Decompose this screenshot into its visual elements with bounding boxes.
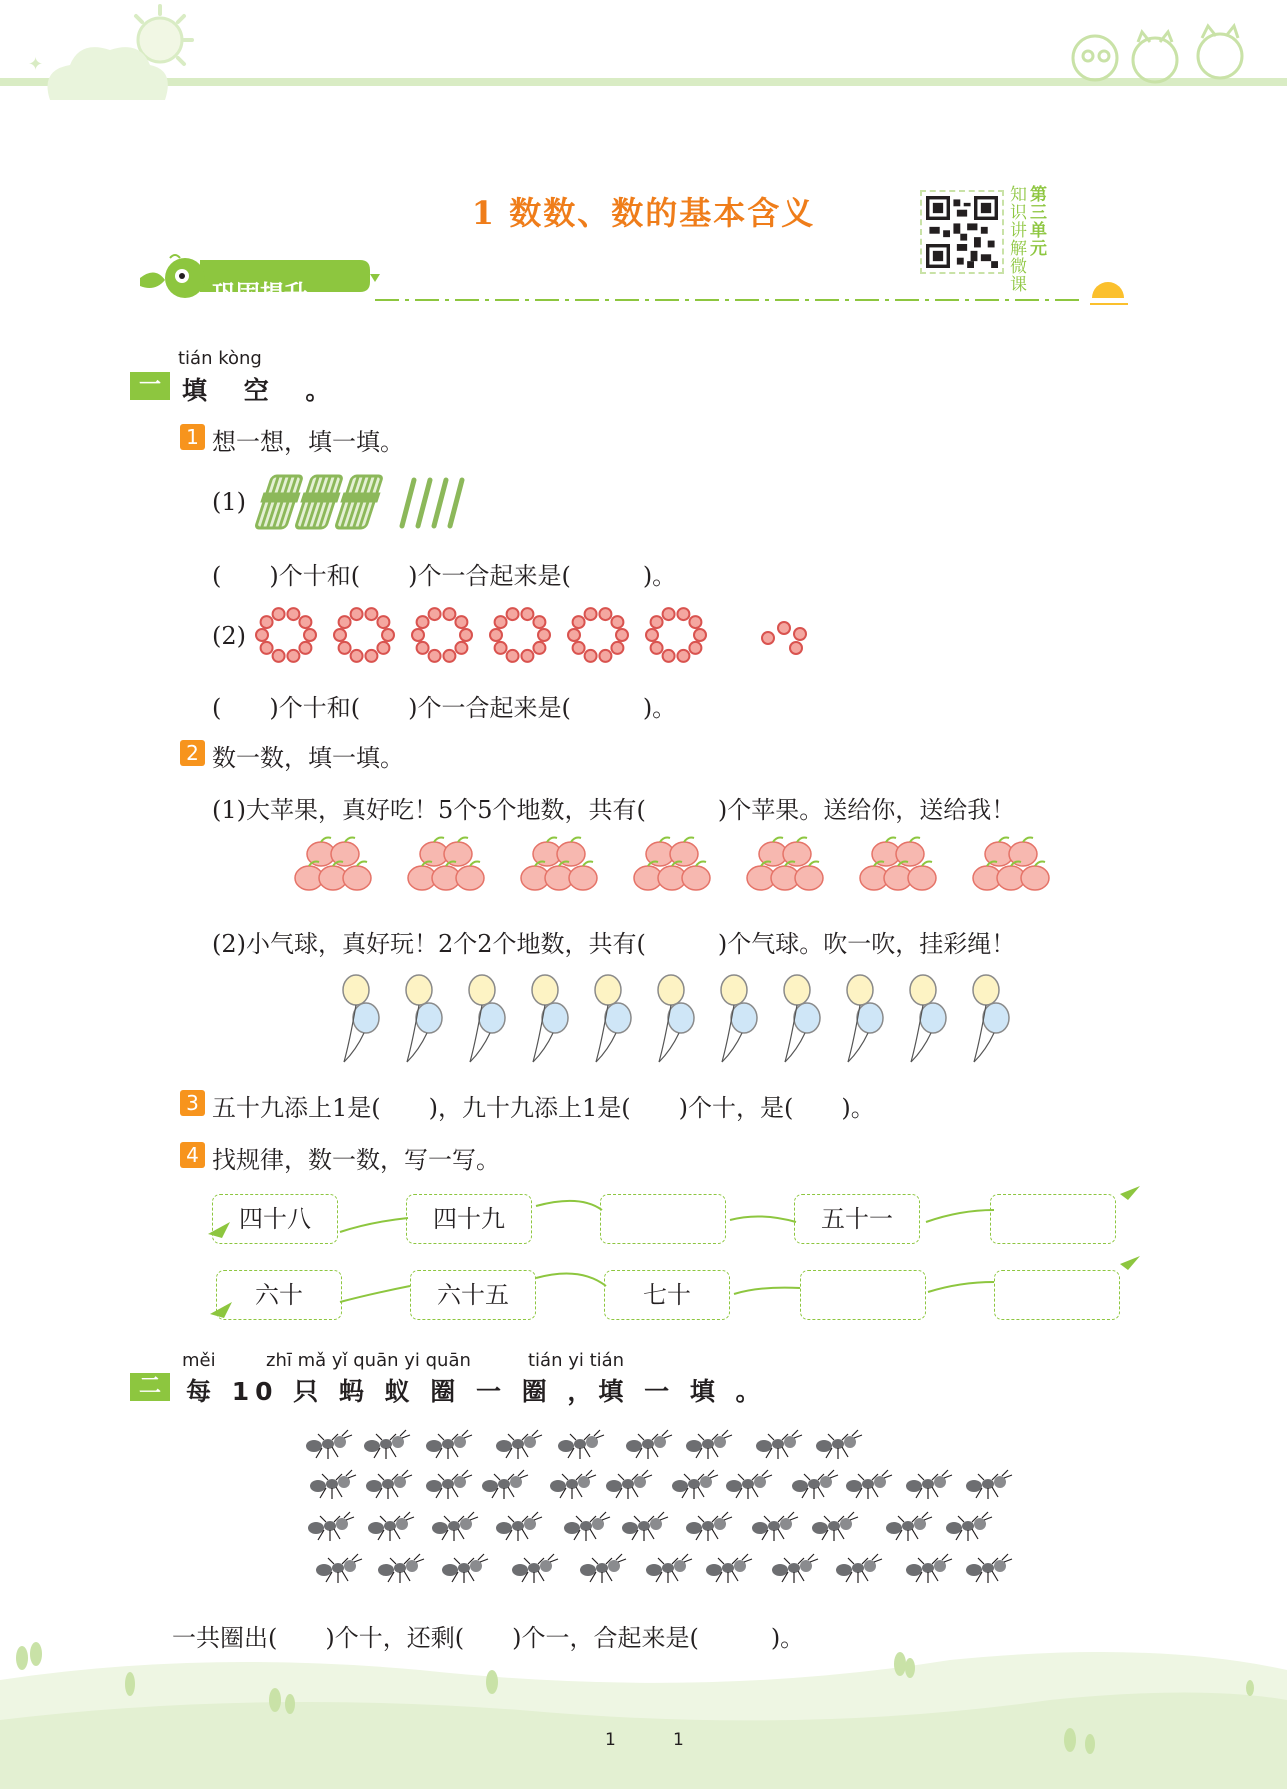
pattern-box: 四十九 [406, 1194, 532, 1244]
section2-label: 二 [130, 1373, 170, 1401]
apples-image [285, 836, 1085, 906]
section-banner-label: 巩固提升 [212, 280, 308, 308]
q2-sub1-text[interactable]: (1)大苹果，真好吃！5个5个地数，共有( )个苹果。送给你，送给我！ [212, 796, 1016, 824]
page-number-left: 1 [605, 1730, 616, 1750]
q2-sub2-text[interactable]: (2)小气球，真好玩！2个2个地数，共有( )个气球。吹一吹，挂彩绳！ [212, 930, 1016, 958]
page-title: 1 数数、数的基本含义 [471, 194, 816, 232]
section1-label: 一 [130, 372, 170, 400]
svg-text:✦: ✦ [28, 54, 44, 75]
landscape-decoration [0, 1640, 1287, 1789]
section1-pinyin: tián kòng [178, 348, 262, 369]
qr-side-col1: 第三单元 [1030, 185, 1047, 259]
qr-side-col2: 知识讲解微课 [1010, 185, 1027, 295]
q2-prompt: 数一数，填一填。 [212, 744, 404, 772]
q1-number: 1 [180, 424, 205, 450]
section2-answer-line[interactable]: 一共圈出( )个十，还剩( )个一，合起来是( )。 [172, 1624, 805, 1652]
section2-heading: 每 10 只 蚂 蚁 圈 一 圈 ，填 一 填 。 [186, 1377, 767, 1406]
q4-number: 4 [180, 1142, 205, 1168]
dot-rings-image [252, 600, 832, 670]
balloons-image [330, 970, 1030, 1070]
pattern-box: 五十一 [794, 1194, 920, 1244]
pattern-box-blank[interactable] [990, 1194, 1116, 1244]
q1-sub2-answer-line[interactable]: ( )个十和( )个一合起来是( )。 [212, 694, 677, 722]
stick-bundles-image [252, 468, 472, 538]
q2-number: 2 [180, 740, 205, 766]
pattern-box: 七十 [604, 1270, 730, 1320]
q3-number: 3 [180, 1090, 205, 1116]
section2-pinyin-3: tián yi tián [528, 1350, 625, 1371]
pattern-box: 六十五 [410, 1270, 536, 1320]
page-number-right: 1 [673, 1730, 684, 1750]
section2-pinyin-2: zhī mǎ yǐ quān yi quān [266, 1350, 471, 1371]
sun-cloud-decoration [0, 0, 200, 110]
animal-faces-decoration [1060, 20, 1250, 90]
pattern-box-blank[interactable] [800, 1270, 926, 1320]
section2-pinyin-1: měi [182, 1350, 216, 1371]
q4-prompt: 找规律，数一数，写一写。 [212, 1146, 500, 1174]
q3-text[interactable]: 五十九添上1是( )，九十九添上1是( )个十，是( )。 [212, 1094, 875, 1122]
q1-sub1-label: (1) [212, 488, 246, 516]
ants-image [296, 1420, 1016, 1600]
pattern-box: 六十 [216, 1270, 342, 1320]
q1-prompt: 想一想，填一填。 [212, 428, 404, 456]
section1-heading: 填 空 。 [182, 376, 345, 405]
q1-sub2-label: (2) [212, 622, 246, 650]
pattern-box: 四十八 [212, 1194, 338, 1244]
q1-sub1-answer-line[interactable]: ( )个十和( )个一合起来是( )。 [212, 562, 677, 590]
pattern-box-blank[interactable] [994, 1270, 1120, 1320]
pattern-box-blank[interactable] [600, 1194, 726, 1244]
